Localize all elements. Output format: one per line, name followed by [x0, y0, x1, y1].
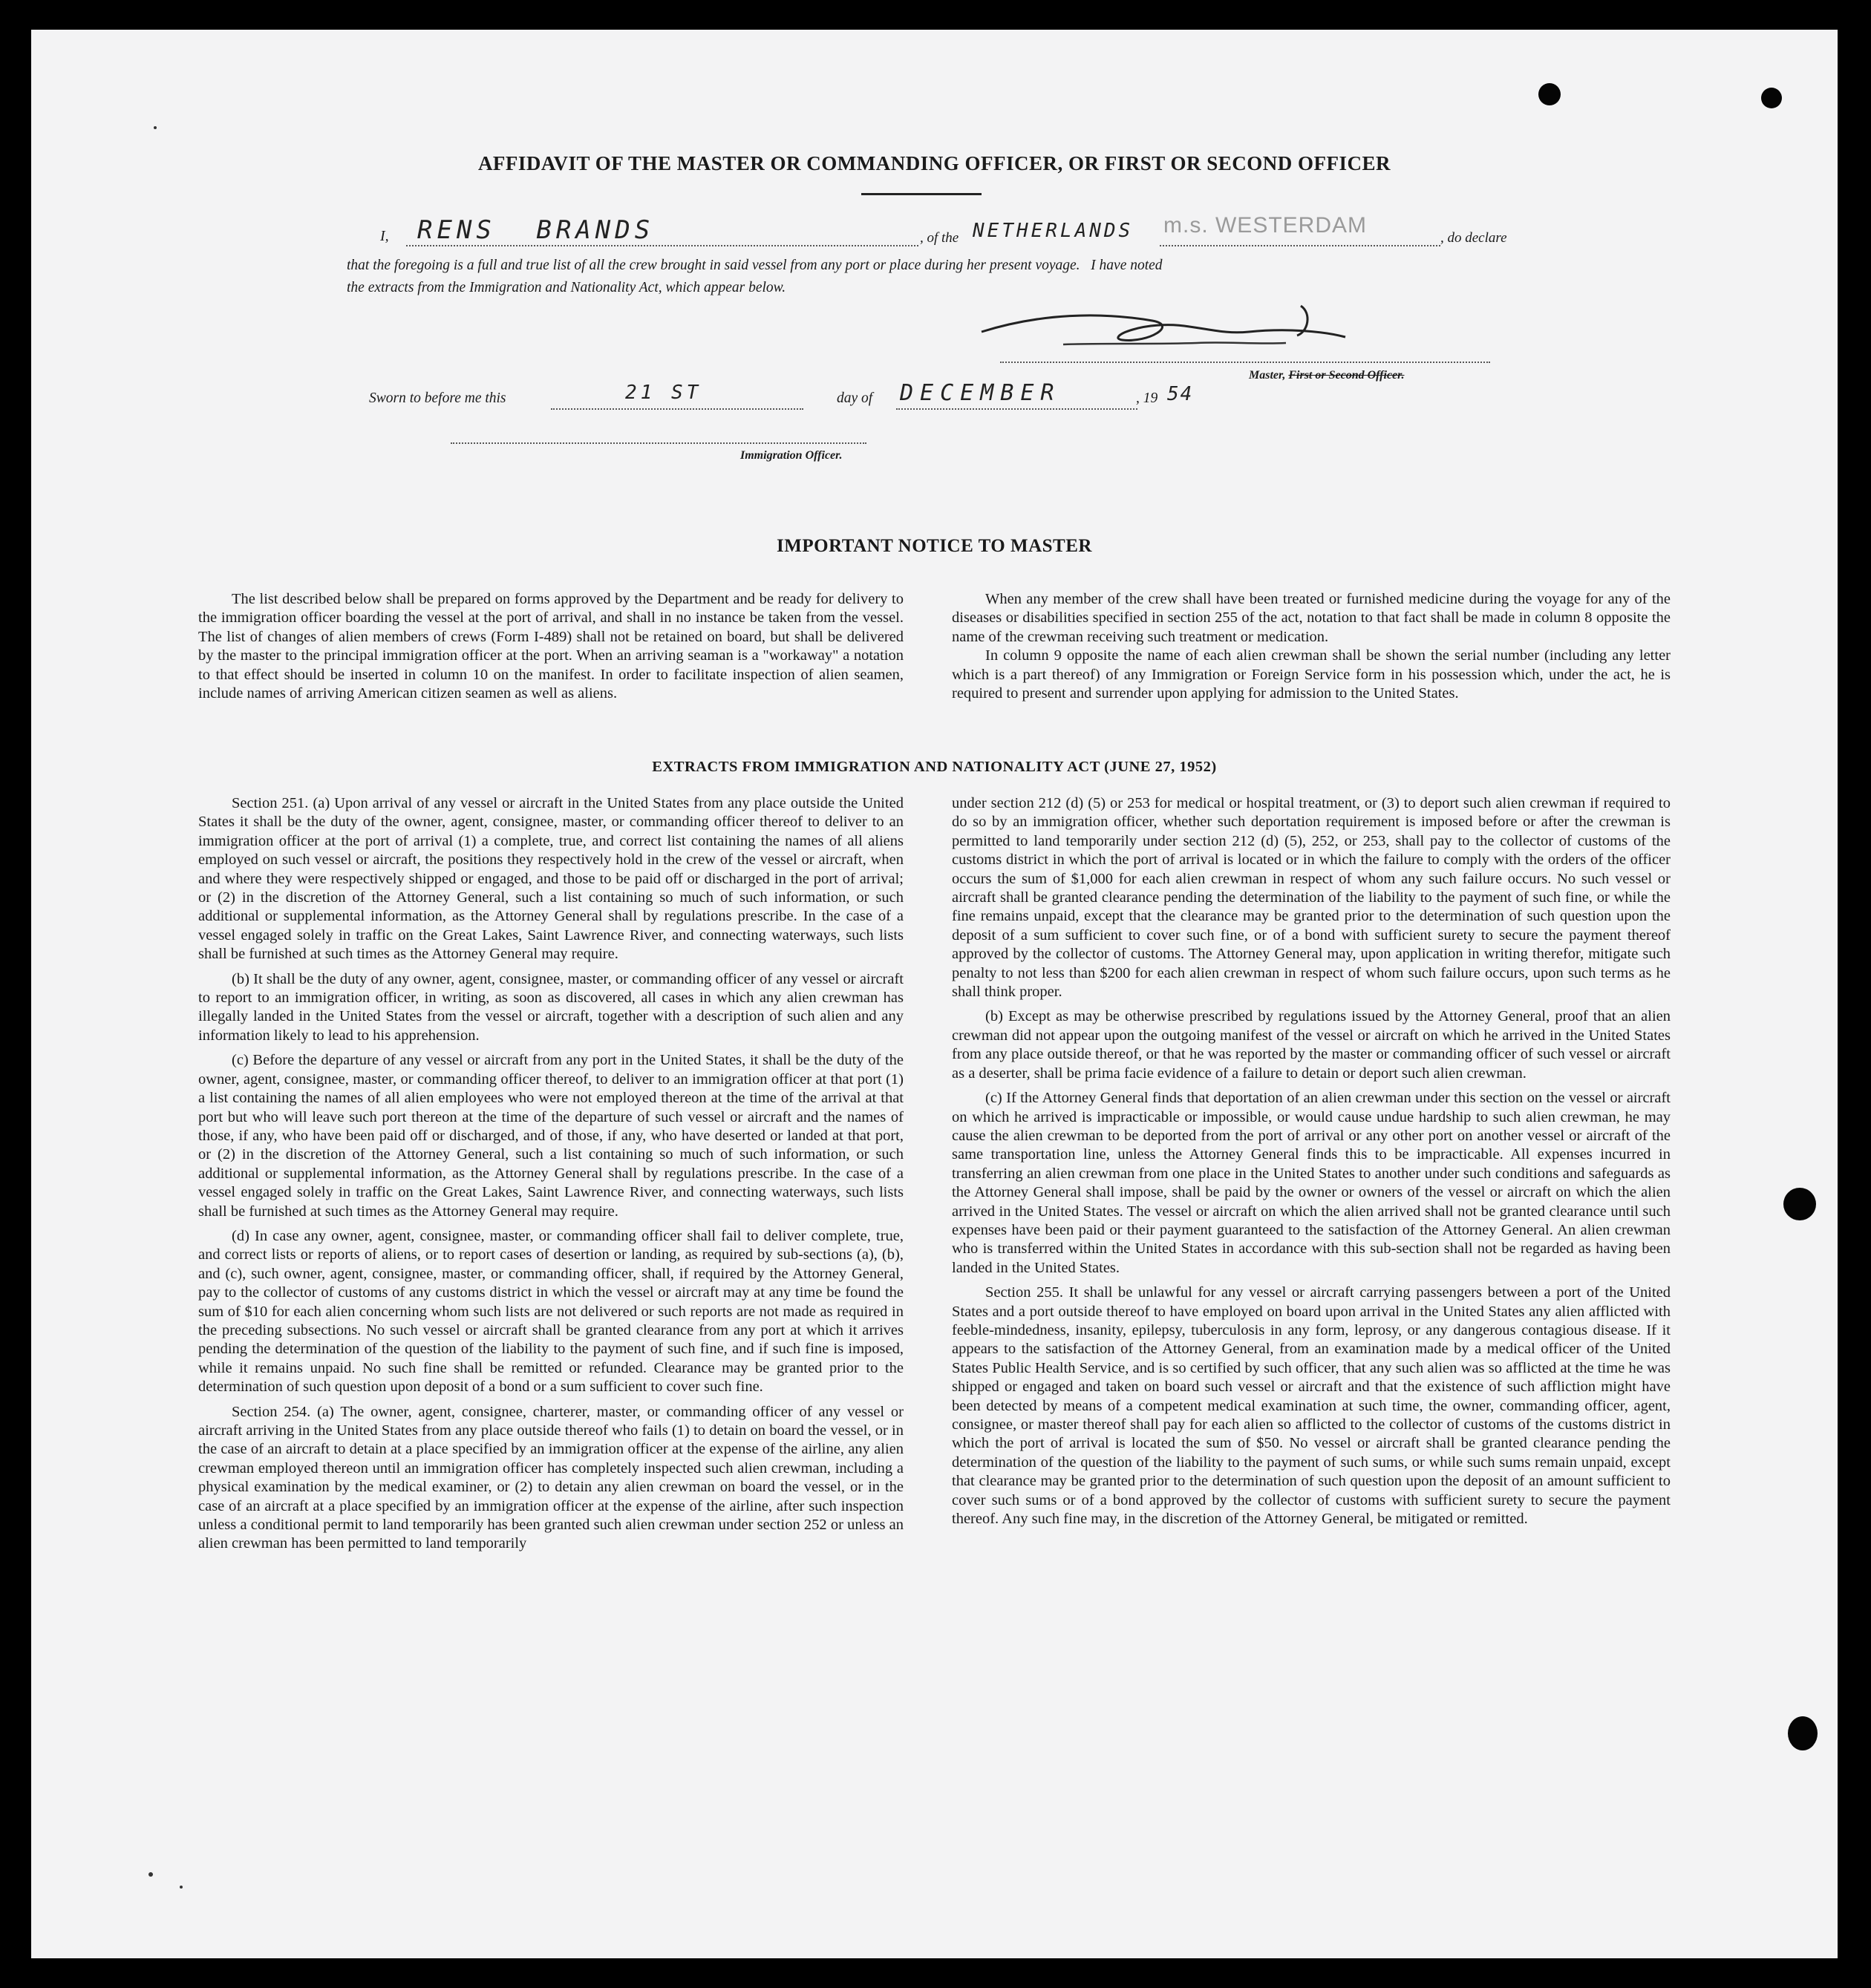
sworn-year: 54: [1167, 383, 1194, 405]
vessel-field-line: [1160, 245, 1440, 246]
section-254-a-continued: under section 212 (d) (5) or 253 for medical or hospital treatment, or (3) to deport such alien crewman if required to do so by an immigration officer, whether such deportation requirement is imposed before or after the crewman is permitted to land temporarily under section 212 (d) (5), 252, or 253, shall pay to the collector of customs of the customs district in which the port of arrival is located or in which the failure to comply with the orders of the officer occurs the sum of $1,000 for each alien crewman in respect of whom any such failure occurs. No such vessel or aircraft shall be granted clearance pending the determination of the liability to the payment of such fine, or while the fine remains unpaid, except that the clearance may be granted prior to the determination of such question upon the deposit of a sum sufficient to cover such fine, or of a bond with sufficient surety to secure the payment thereof approved by the collector of customs. The Attorney General may, upon application in writing therefor, mitigate such penalty to not less than $200 for each alien crewman in respect of whom such failure occurs, upon such terms as he shall think proper.: [952, 795, 1671, 1001]
section-255: Section 255. It shall be unlawful for any vessel or aircraft carrying passengers between a port of the United States and a port outside thereof to have employed on board upon arrival in the United States any alien afflicted with feeble-mindedness, insanity, epilepsy, tuberculosis in any form, leprosy, or any dangerous contagious disease. If it appears to the satisfaction of the Attorney General, from an examination made by a medical officer of the United States Public Health Service, and is so certified by such officer, that any such alien was so afflicted at the time he was shipped or engaged and taken on board such vessel or aircraft and that the existence of such affliction might have been detected by means of a competent medical examination at such time, the owner, commanding officer, agent, consignee, or master thereof shall pay for each alien so afflicted to the collector of customs of the customs district in which the port of arrival is located the sum of $50. No vessel or aircraft shall be granted clearance pending the determination of the question of the liability to the payment of such sums, or while such sums remain unpaid, except that clearance may be granted prior to the determination of such question upon the deposit of an amount sufficient to cover such sums or of a bond approved by the collector of customs with sufficient surety to secure the payment thereof. Any such fine may, in the discretion of the Attorney General, be mitigated or remitted.: [952, 1284, 1671, 1528]
notice-left-column: [198, 590, 904, 703]
vessel-stamp: m.s. WESTERDAM: [1163, 213, 1367, 238]
declaration-line-2: that the foregoing is a full and true list of all the crew brought in said vessel from any port or place during her present voyage. I have noted: [347, 258, 1163, 273]
section-251-d: (d) In case any owner, agent, consignee, master, or commanding officer shall fail to deliver complete, true, and correct lists or reports of aliens, or to report cases of desertion or landing, as required by sub-sections (a), (b), and (c), such owner, agent, consignee, master, or commanding officer, shall, if required by the Attorney General, pay to the collector of customs of any customs district in which the vessel or aircraft may at any time be found the sum of $10 for each alien concerning whom such lists are not delivered or such reports are not made as required in the preceding subsections. No such vessel or aircraft shall be granted clearance from any port at which it arrives pending the determination of the question of the liability to the payment of such fine, and if such fine is imposed, while it remains unpaid. No such fine shall be remitted or refunded. Clearance may be granted prior to the determination of such question upon deposit of a bond or a sum sufficient to cover such fine.: [198, 1227, 904, 1396]
punch-hole-top-left: [1538, 83, 1561, 105]
section-254-c: (c) If the Attorney General finds that deportation of an alien crewman under this section on the vessel or aircraft on which he arrived is impracticable or impossible, or would cause undue hardship to such alien crewman, he may cause the alien crewman to be deported from the port of arrival or any other port on another vessel or aircraft of the same transportation line, unless the Attorney General finds this to be impracticable. All expenses incurred in transferring an alien crewman from one place in the United States to another under such conditions and safeguards as the Attorney General shall impose, shall be paid by the owner or owners of the vessel or aircraft on which the alien arrived in the United States. The vessel or aircraft on which the alien arrived shall not be granted clearance until such expenses have been paid or their payment guaranteed to the satisfaction of the Attorney General. An alien crewman who is transferred within the United States in accordance with this sub-section shall not be regarded as having been landed in the United States.: [952, 1090, 1671, 1276]
officer-signature-line: [451, 442, 866, 444]
speck: [148, 1872, 153, 1877]
section-251-c: (c) Before the departure of any vessel or aircraft from any port in the United States, it shall be the duty of the owner, agent, consignee, master, or commanding officer thereof, to deliver to an immigration officer at that port (1) a list containing the names of all alien employees who were not employed thereon at the time of the arrival at that port but who will leave such port thereon at the time of the departure of such vessel or aircraft and the names of those, if any, who have been paid off or discharged, and of those, if any, who have deserted or landed at that port, or (2) in the discretion of the Attorney General, such a list containing so much of such information, or such additional or supplemental information, as the Attorney General shall by regulations prescribe. In the case of a vessel engaged solely in traffic on the Great Lakes, Saint Lawrence River, and connecting waterways, such lists shall be furnished at such times as the Attorney General may require.: [198, 1052, 904, 1220]
section-251-b: (b) It shall be the duty of any owner, agent, consignee, master, or commanding officer of any vessel or aircraft to report to an immigration officer, in writing, as soon as discovered, all cases in which any alien crewman has illegally landed in the United States from the vessel or aircraft, together with a description of such alien and any information likely to lead to his apprehension.: [198, 970, 904, 1044]
title-underline: [861, 193, 982, 195]
month-field-line: [896, 408, 1137, 410]
do-declare-label: , do declare: [1440, 230, 1507, 246]
page-title: AFFIDAVIT OF THE MASTER OR COMMANDING OFFICER, OR FIRST OR SECOND OFFICER: [477, 152, 1391, 174]
day-field-line: [551, 408, 803, 410]
nationality: NETHERLANDS: [973, 220, 1134, 242]
master-label: Master,: [1249, 369, 1286, 382]
punch-hole-lower: [1788, 1716, 1818, 1750]
master-name: RENS BRANDS: [417, 215, 655, 245]
section-254-b: (b) Except as may be otherwise prescribed by regulations issued by the Attorney General, proof that an alien crewman did not appear upon the outgoing manifest of the vessel or aircraft on which he arrived in the United States from any place outside thereof, or that he was reported by the master or commanding officer of such vessel or aircraft as a deserter, shall be prima facie evidence of a failure to detain or deport such alien crewman.: [952, 1008, 1671, 1082]
day-of-label: day of: [837, 390, 873, 406]
signature-line: [1000, 362, 1490, 363]
year-prefix: , 19: [1136, 390, 1158, 406]
notice-right-column: [952, 590, 1671, 703]
punch-hole-middle: [1783, 1188, 1816, 1220]
declaration-prefix: I,: [380, 228, 389, 244]
speck: [180, 1886, 183, 1889]
section-251-a: Section 251. (a) Upon arrival of any vessel or aircraft in the United States from any place outside the United States it shall be the duty of the owner, agent, consignee, master, or commanding officer thereof to deliver to an immigration officer at the port of arrival (1) a complete, true, and correct list containing the names of all aliens employed on such vessel or aircraft, the positions they respectively hold in the crew of the vessel or aircraft, when and where they were respectively shipped or engaged, and those to be paid off or discharged in the port of arrival; or (2) in the discretion of the Attorney General, such a list containing so much of such information, or such additional or supplemental information, as the Attorney General shall by regulations prescribe. In the case of a vessel engaged solely in traffic on the Great Lakes, Saint Lawrence River, and connecting waterways, such lists shall be furnished at such times as the Attorney General may require.: [198, 795, 904, 963]
speck: [154, 126, 157, 129]
extracts-right-column: [952, 794, 1671, 1528]
punch-hole-top-right: [1761, 88, 1782, 108]
declaration-line-3: the extracts from the Immigration and Nationality Act, which appear below.: [347, 280, 786, 295]
document-page: [31, 30, 1838, 1958]
sworn-day: 21 ST: [625, 382, 702, 404]
of-the-label: , of the: [920, 230, 959, 246]
extracts-title: EXTRACTS FROM IMMIGRATION AND NATIONALITY ACT (JUNE 27, 1952): [652, 759, 1217, 775]
immigration-officer-label: Immigration Officer.: [740, 449, 843, 462]
extracts-left-column: [198, 794, 904, 1554]
notice-right-paragraph-1: When any member of the crew shall have been treated or furnished medicine during the voyage for any of the diseases or disabilities specified in section 255 of the act, notation to that fact shall be made in column 8 opposite the name of the crewman receiving such treatment or medication.: [952, 591, 1671, 645]
struck-officer-label: First or Second Officer.: [1288, 369, 1405, 382]
notice-right-paragraph-2: In column 9 opposite the name of each alien crewman shall be shown the serial number (including any letter which is a part thereof) of any Immigration or Foreign Service form in his possession which, under the act, he is required to present and surrender upon applying for admission to the United States.: [952, 647, 1671, 702]
name-field-line: [406, 245, 918, 246]
sworn-prefix: Sworn to before me this: [369, 390, 506, 406]
master-signature: [974, 291, 1360, 369]
notice-title: IMPORTANT NOTICE TO MASTER: [777, 536, 1092, 556]
notice-left-paragraph: The list described below shall be prepared on forms approved by the Department and be ready for delivery to the immigration officer boarding the vessel at the port of arrival, and shall in no instance be taken from the vessel. The list of changes of alien members of crews (Form I-489) shall not be retained on board, but shall be delivered by the master to the principal immigration officer at the port. When an arriving seaman is a "workaway" a notation to that effect should be inserted in column 10 on the manifest. In order to facilitate inspection of alien seamen, include names of arriving American citizen seamen as well as aliens.: [198, 591, 904, 702]
section-254-a: Section 254. (a) The owner, agent, consignee, charterer, master, or commanding officer of any vessel or aircraft arriving in the United States from any place outside thereof who fails (1) to detain on board the vessel, or in the case of an aircraft to detain at a place specified by an immigration officer at the expense of the airline, any alien crewman employed thereon until an immigration officer has completely inspected such alien crewman, including a physical examination by the medical examiner, or (2) to detain any alien crewman on board the vessel, or in the case of an aircraft at a place specified by an immigration officer at the expense of the airline, after such inspection unless a conditional permit to land temporarily has been granted such alien crewman under section 252 or unless an alien crewman has been permitted to land temporarily: [198, 1403, 904, 1552]
sworn-month: DECEMBER: [900, 380, 1061, 406]
signature-role: [1249, 369, 1405, 382]
